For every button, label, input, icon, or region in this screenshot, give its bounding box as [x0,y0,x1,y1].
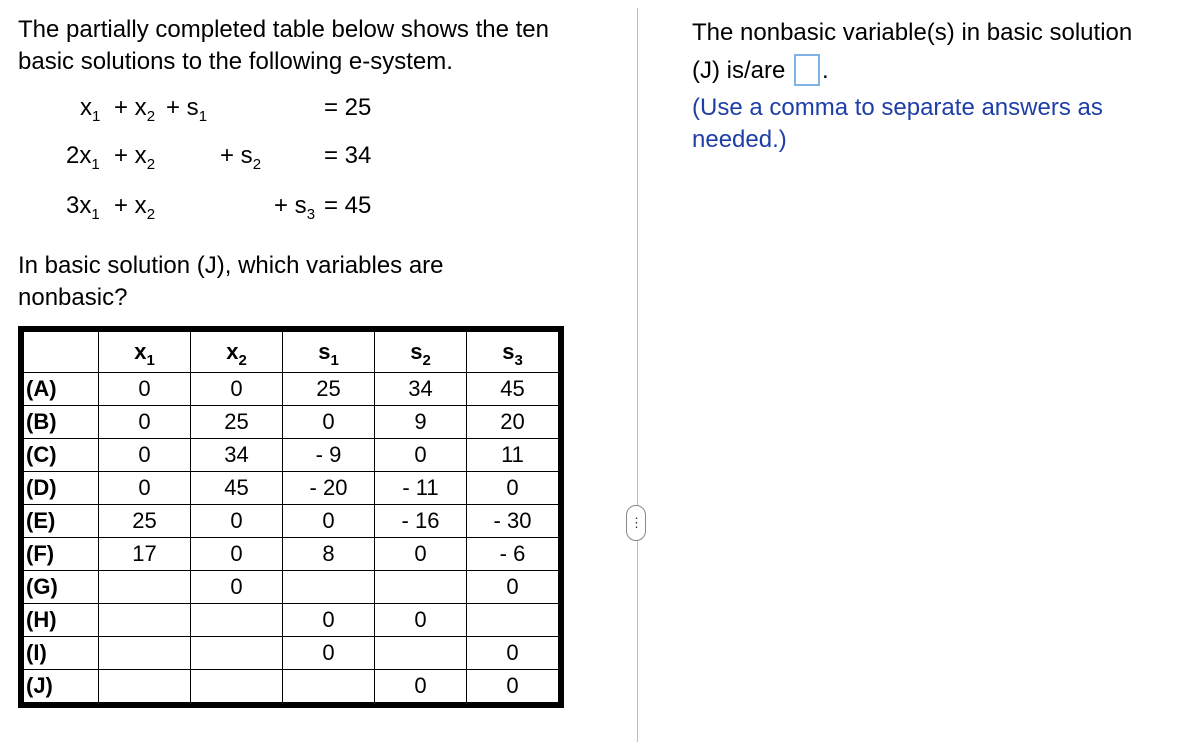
question-text: In basic solution (J), which variables are nonbasic? [18,252,444,311]
table-cell: 8 [283,538,375,571]
table-row [21,472,561,505]
eq-term: + x [114,142,147,169]
table-row [21,571,561,604]
table-cell: - 6 [467,538,562,571]
row-label: (G) [21,571,99,604]
table-cell: 0 [191,373,283,406]
table-cell [283,571,375,604]
eq-term: 3x [66,192,92,219]
eq-term: + s [220,142,253,169]
column-header: $x_1$ [99,329,191,373]
intro-text: The partially completed table below shows the ten basic solutions to the following e-system. [18,16,549,75]
answer-panel [692,14,1162,156]
table-cell: 0 [375,538,467,571]
eq-rhs: = 45 [324,192,372,219]
table-cell: - 16 [375,505,467,538]
table-cell [99,670,191,706]
eq-term: + s [166,94,199,121]
table-row [21,604,561,637]
column-header: $x_2$ [191,329,283,373]
row-label: (E) [21,505,99,538]
table-cell: 0 [375,439,467,472]
table-header-row [21,329,561,373]
table-cell: 17 [99,538,191,571]
row-label: (A) [21,373,99,406]
table-cell: 45 [191,472,283,505]
table-cell [99,604,191,637]
answer-hint: (Use a comma to separate answers as needed.) [692,94,1103,153]
table-cell: 0 [283,637,375,670]
table-cell: 0 [99,373,191,406]
table-cell: 25 [99,505,191,538]
question-panel [18,14,618,311]
table-cell: 25 [191,406,283,439]
column-header: $s_3$ [467,329,562,373]
table-cell [467,604,562,637]
table-cell: 0 [375,670,467,706]
table-cell [191,670,283,706]
answer-suffix: . [822,57,829,84]
table-cell: 0 [191,571,283,604]
table-row [21,505,561,538]
equation-system: $x_1$ + $x_2$ + $s_1$ = 25 $2x_1$ + $x_2$ + $s_2$ = 34 $3x_1$ + $x_2$ + $s_3$ = 45 [66,94,372,223]
table-cell: 34 [375,373,467,406]
eq-term: x [80,94,92,121]
table-row [21,637,561,670]
table-cell: - 30 [467,505,562,538]
table-cell: 0 [99,439,191,472]
table-cell: 0 [99,472,191,505]
table-cell [375,637,467,670]
row-label: (F) [21,538,99,571]
table-cell: 0 [467,670,562,706]
table-cell: 0 [467,472,562,505]
row-label: (H) [21,604,99,637]
basic-solutions-table [18,326,564,708]
answer-prefix: The nonbasic variable(s) in basic solution (J) is/are [692,19,1133,84]
table-cell: 11 [467,439,562,472]
table-cell: 0 [467,637,562,670]
column-header: $s_1$ [283,329,375,373]
table-row [21,670,561,706]
eq-rhs: = 34 [324,142,372,169]
row-label: (D) [21,472,99,505]
eq-term: + s [274,192,307,219]
table-row [21,439,561,472]
table-cell: 0 [191,538,283,571]
table-row [21,538,561,571]
eq-term: + x [114,94,147,121]
table-cell: 0 [283,604,375,637]
column-header: $s_2$ [375,329,467,373]
more-dots-icon[interactable]: ⋮ [626,505,646,541]
table-cell [191,604,283,637]
table-cell [191,637,283,670]
table-cell: 25 [283,373,375,406]
table-cell: - 9 [283,439,375,472]
table-cell: 0 [99,406,191,439]
table-cell: 20 [467,406,562,439]
table-cell [375,571,467,604]
table-row [21,373,561,406]
table-cell: 0 [375,604,467,637]
row-label-header [21,329,99,373]
table-cell: - 11 [375,472,467,505]
table-cell: 0 [191,505,283,538]
table-row [21,406,561,439]
eq-term: + x [114,192,147,219]
eq-rhs: = 25 [324,94,372,121]
row-label: (C) [21,439,99,472]
table-cell: 9 [375,406,467,439]
answer-input[interactable] [794,54,820,86]
row-label: (B) [21,406,99,439]
table-cell [99,571,191,604]
table-cell: 0 [283,406,375,439]
row-label: (I) [21,637,99,670]
table-cell: 0 [283,505,375,538]
table-cell: 0 [467,571,562,604]
eq-term: 2x [66,142,92,169]
table-cell [283,670,375,706]
table-cell: 34 [191,439,283,472]
table-cell [99,637,191,670]
table-cell: 45 [467,373,562,406]
panel-divider[interactable] [637,8,638,742]
answer-prompt [692,14,1162,90]
row-label: (J) [21,670,99,706]
table-cell: - 20 [283,472,375,505]
